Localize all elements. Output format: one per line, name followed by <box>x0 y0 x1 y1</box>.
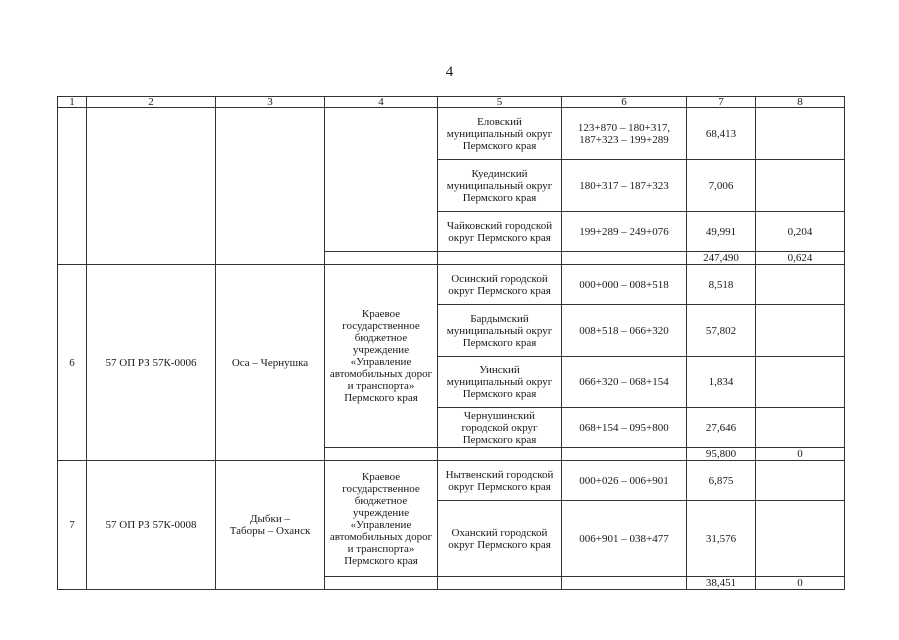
extra-cell <box>756 305 845 357</box>
table-row <box>58 108 845 160</box>
extra-cell: 0,204 <box>756 212 845 252</box>
total-empty-cell <box>438 448 562 461</box>
header-cell: 4 <box>325 97 438 108</box>
prev-name-cell <box>216 108 325 265</box>
length-cell: 49,991 <box>687 212 756 252</box>
prev-owner-cell <box>325 108 438 252</box>
total-empty-cell <box>325 252 438 265</box>
header-cell: 6 <box>562 97 687 108</box>
total-empty-cell <box>325 448 438 461</box>
prev-num-cell <box>58 108 87 265</box>
km-range-cell: 068+154 – 095+800 <box>562 408 687 448</box>
extra-cell <box>756 461 845 501</box>
total-empty-cell <box>562 252 687 265</box>
km-range-cell: 180+317 – 187+323 <box>562 160 687 212</box>
district-cell: Нытвенский городской округ Пермского края <box>438 461 562 501</box>
extra-cell <box>756 357 845 408</box>
header-row <box>58 97 845 108</box>
header-cell: 1 <box>58 97 87 108</box>
road-code-cell: 57 ОП РЗ 57К-0006 <box>87 265 216 461</box>
extra-cell <box>756 108 845 160</box>
header-cell: 3 <box>216 97 325 108</box>
district-cell: Чайковский городской округ Пермского края <box>438 212 562 252</box>
total-length-cell: 95,800 <box>687 448 756 461</box>
km-range-cell: 000+026 – 006+901 <box>562 461 687 501</box>
length-cell: 27,646 <box>687 408 756 448</box>
road-name-cell: Оса – Чернушка <box>216 265 325 461</box>
length-cell: 6,875 <box>687 461 756 501</box>
length-cell: 8,518 <box>687 265 756 305</box>
km-range-cell: 123+870 – 180+317, 187+323 – 199+289 <box>562 108 687 160</box>
page-number: 4 <box>445 64 454 80</box>
total-empty-cell <box>325 577 438 590</box>
district-cell: Чернушинский городской округ Пермского края <box>438 408 562 448</box>
total-extra-cell: 0,624 <box>756 252 845 265</box>
owner-cell: Краевое государственное бюджетное учреждение «Управление автомобильных дорог и транспорта» Пермского края <box>325 265 438 448</box>
district-cell: Уинский муниципальный округ Пермского края <box>438 357 562 408</box>
length-cell: 7,006 <box>687 160 756 212</box>
total-empty-cell <box>562 577 687 590</box>
total-empty-cell <box>438 577 562 590</box>
header-cell: 2 <box>87 97 216 108</box>
header-cell: 7 <box>687 97 756 108</box>
row-number-cell: 6 <box>58 265 87 461</box>
km-range-cell: 066+320 – 068+154 <box>562 357 687 408</box>
total-empty-cell <box>562 448 687 461</box>
table-row <box>58 265 845 305</box>
row-number-cell: 7 <box>58 461 87 590</box>
district-cell: Бардымский муниципальный округ Пермского края <box>438 305 562 357</box>
district-cell: Осинский городской округ Пермского края <box>438 265 562 305</box>
prev-code-cell <box>87 108 216 265</box>
total-extra-cell: 0 <box>756 448 845 461</box>
length-cell: 1,834 <box>687 357 756 408</box>
extra-cell <box>756 501 845 577</box>
table-row <box>58 461 845 501</box>
road-code-cell: 57 ОП РЗ 57К-0008 <box>87 461 216 590</box>
road-name-cell: Дыбки – Таборы – Оханск <box>216 461 325 590</box>
district-cell: Оханский городской округ Пермского края <box>438 501 562 577</box>
km-range-cell: 008+518 – 066+320 <box>562 305 687 357</box>
total-length-cell: 38,451 <box>687 577 756 590</box>
total-extra-cell: 0 <box>756 577 845 590</box>
extra-cell <box>756 265 845 305</box>
km-range-cell: 006+901 – 038+477 <box>562 501 687 577</box>
extra-cell <box>756 160 845 212</box>
district-cell: Куединский муниципальный округ Пермского края <box>438 160 562 212</box>
length-cell: 68,413 <box>687 108 756 160</box>
owner-cell: Краевое государственное бюджетное учреждение «Управление автомобильных дорог и транспорта» Пермского края <box>325 461 438 577</box>
length-cell: 31,576 <box>687 501 756 577</box>
km-range-cell: 199+289 – 249+076 <box>562 212 687 252</box>
header-cell: 8 <box>756 97 845 108</box>
roads-table <box>57 96 845 590</box>
total-empty-cell <box>438 252 562 265</box>
district-cell: Еловский муниципальный округ Пермского края <box>438 108 562 160</box>
extra-cell <box>756 408 845 448</box>
header-cell: 5 <box>438 97 562 108</box>
km-range-cell: 000+000 – 008+518 <box>562 265 687 305</box>
length-cell: 57,802 <box>687 305 756 357</box>
total-length-cell: 247,490 <box>687 252 756 265</box>
